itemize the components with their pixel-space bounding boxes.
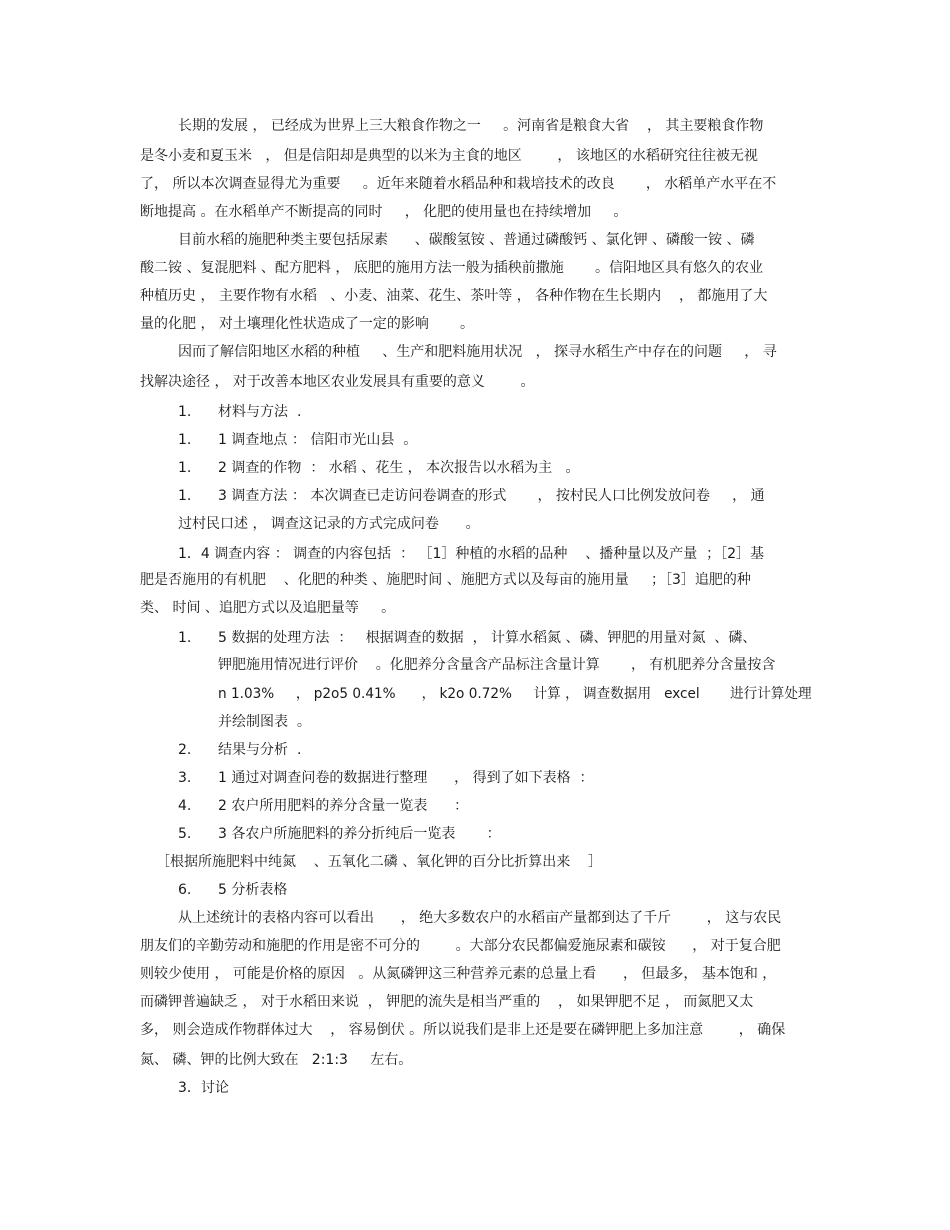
section-heading: 2. 结果与分析 . <box>178 742 302 758</box>
list-item-continuation: n 1.03% ， p2o5 0.41% ， k2o 0.72% 计算 ， 调查数据用 excel 进行计算处理 <box>218 686 812 702</box>
body-text-line: 则较少使用 ， 可能是价格的原因 。从氮磷钾这三种营养元素的总量上看 ， 但最多， 基本饱和 ， <box>140 966 777 982</box>
body-text-line: 种植历史 ， 主要作物有水稻 、小麦、油菜、花生、茶叶等 ， 各种作物在生长期内 ， 都施用了大 <box>140 288 768 304</box>
list-item: 1. 1 调查地点 ： 信阳市光山县 。 <box>178 432 418 448</box>
list-item-continuation: 并绘制图表 。 <box>218 714 311 730</box>
body-text-line: 多， 则会造成作物群体过大 ， 容易倒伏 。所以说我们是非上还是要在磷钾肥上多加注意 ， 确保 <box>140 1022 786 1038</box>
body-text-line: 因而了解信阳地区水稻的种植 、生产和肥料施用状况 ， 探寻水稻生产中存在的问题 ， 寻 <box>178 344 777 360</box>
body-text-line: 而磷钾普遍缺乏 ， 对于水稻田来说 ， 钾肥的流失是相当严重的 ， 如果钾肥不足 ， 而氮肥又太 <box>140 994 754 1010</box>
list-item-continuation: 类、 时间 、追肥方式以及追肥量等 。 <box>140 600 396 616</box>
list-item: 5. 3 各农户所施肥料的养分折纯后一览表 ： <box>178 826 501 842</box>
list-item: 1. 2 调查的作物 ： 水稻 、花生 ， 本次报告以水稻为主 。 <box>178 460 580 476</box>
list-item-continuation: 肥是否施用的有机肥 、化肥的种类 、施肥时间 、施肥方式以及每亩的施用量 ；［3］追肥的种 <box>140 572 751 588</box>
list-item-continuation: 过村民口述 ， 调查这记录的方式完成问卷 。 <box>178 516 480 532</box>
list-item: 3. 1 通过对调查问卷的数据进行整理 ， 得到了如下表格 ： <box>178 770 594 786</box>
list-item: 1．4 调查内容 ： 调查的内容包括 ： ［1］种植的水稻的品种 、播种量以及产量 ；［2］基 <box>178 546 765 562</box>
body-text-line: 了， 所以本次调查显得尤为重要 。近年来随着水稻品种和栽培技术的改良 ， 水稻单产水平在不 <box>140 176 777 192</box>
list-item: 4. 2 农户所用肥料的养分含量一览表 ： <box>178 798 469 814</box>
body-text-line: 是冬小麦和夏玉米 ， 但是信阳却是典型的以米为主食的地区 ， 该地区的水稻研究往往被无视 <box>140 148 758 164</box>
body-text-line: 找解决途径 ， 对于改善本地区农业发展具有重要的意义 。 <box>140 374 535 390</box>
note-text: ［根据所施肥料中纯氮 、五氧化二磷 、氧化钾的百分比折算出来 ］ <box>156 854 603 870</box>
body-text-line: 酸二铵 、复混肥料 、配方肥料 ， 底肥的施用方法一般为插秧前撒施 。信阳地区具有悠久的农业 <box>140 260 763 276</box>
list-item: 6. 5 分析表格 <box>178 882 288 898</box>
body-text-line: 从上述统计的表格内容可以看出 ， 绝大多数农户的水稻亩产量都到达了千斤 ， 这与农民 <box>178 910 782 926</box>
list-item-continuation: 钾肥施用情况进行评价 。化肥养分含量含产品标注含量计算 ， 有机肥养分含量按含 <box>218 657 776 673</box>
list-item: 1. 3 调查方法 ： 本次调查已走访问卷调查的形式 ， 按村民人口比例发放问卷 ， 通 <box>178 488 765 504</box>
body-text-line: 量的化肥 ， 对土壤理化性状造成了一定的影响 。 <box>140 316 475 332</box>
section-heading: 1. 材料与方法 . <box>178 404 302 420</box>
body-text-line: 朋友们的辛勤劳动和施肥的作用是密不可分的 。大部分农民都偏爱施尿素和碳铵 ， 对于复合肥 <box>140 938 781 954</box>
body-text-line: 长期的发展 ， 已经成为世界上三大粮食作物之一 。河南省是粮食大省 ， 其主要粮食作物 <box>178 118 764 134</box>
body-text-line: 氮、 磷、钾的比例大致在 2:1:3 左右。 <box>140 1052 413 1068</box>
body-text-line: 目前水稻的施肥种类主要包括尿素 、碳酸氢铵 、普通过磷酸钙 、氯化钾 、磷酸一铵 、磷 <box>178 232 755 248</box>
section-heading: 3．讨论 <box>178 1080 229 1096</box>
list-item: 1. 5 数据的处理方法 ： 根据调查的数据 ， 计算水稻氮 、磷、钾肥的用量对氮 、磷、 <box>178 630 757 646</box>
body-text-line: 断地提高 。在水稻单产不断提高的同时 ， 化肥的使用量也在持续增加 。 <box>140 204 628 220</box>
